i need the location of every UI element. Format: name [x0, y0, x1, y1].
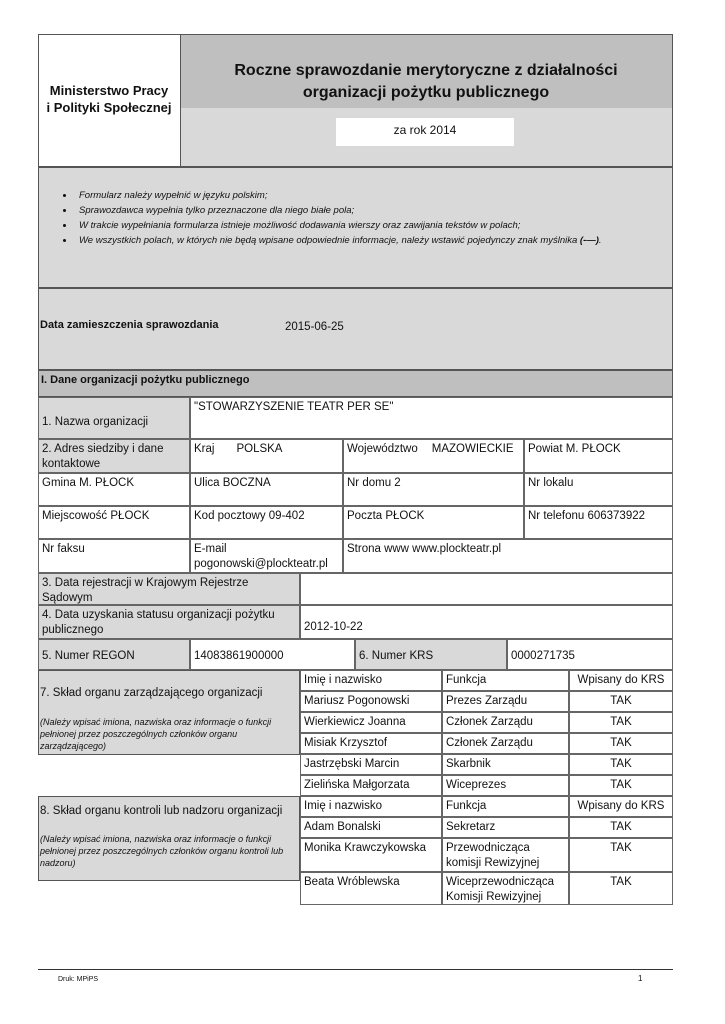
- org-name-label: 1. Nazwa organizacji: [38, 397, 190, 439]
- org-name-field[interactable]: "STOWARZYSZENIE TEATR PER SE": [190, 397, 673, 439]
- ministry-name: Ministerstwo Pracy i Polityki Społecznej: [46, 83, 172, 115]
- board-note: (Należy wpisać imiona, nazwiska oraz informacje o funkcji pełnionej przez poszczególnych członków organu zarządzającego): [40, 717, 272, 751]
- apartment-number-field[interactable]: Nr lokalu: [524, 473, 673, 506]
- section-1-title: I. Dane organizacji pożytku publicznego: [38, 370, 673, 397]
- control-header-function: Funkcja: [442, 796, 569, 817]
- control-note: (Należy wpisać imiona, nazwiska oraz informacje o funkcji pełnionej przez poszczególnych członków organu kontroli lub nadzoru): [40, 834, 284, 868]
- krs-number-label: 6. Numer KRS: [355, 639, 507, 670]
- instruction-item: • Formularz należy wypełnić w języku polskim;: [75, 188, 672, 203]
- email-field[interactable]: E-mail pogonowski@plockteatr.pl: [190, 539, 343, 573]
- control-member-name[interactable]: Adam Bonalski: [300, 817, 442, 838]
- board-label: 7. Skład organu zarządzającego organizacji: [40, 687, 263, 699]
- page-number: 1: [638, 974, 643, 983]
- board-header-name: Imię i nazwisko: [300, 670, 442, 691]
- control-member-function[interactable]: Wiceprzewodnicząca Komisji Rewizyjnej: [442, 872, 569, 905]
- county-field[interactable]: Powiat M. PŁOCK: [524, 439, 673, 473]
- control-header-name: Imię i nazwisko: [300, 796, 442, 817]
- board-member-krs[interactable]: TAK: [569, 691, 673, 712]
- date-label: Data zamieszczenia sprawozdania: [40, 319, 219, 331]
- year-field[interactable]: za rok 2014: [336, 118, 514, 146]
- board-member-krs[interactable]: TAK: [569, 775, 673, 796]
- control-member-name[interactable]: Beata Wróblewska: [300, 872, 442, 905]
- house-number-field[interactable]: Nr domu 2: [343, 473, 524, 506]
- board-member-function[interactable]: Członek Zarządu: [442, 712, 569, 733]
- date-value[interactable]: 2015-06-25: [285, 321, 344, 333]
- krs-number-field[interactable]: 0000271735: [507, 639, 673, 670]
- board-member-function[interactable]: Skarbnik: [442, 754, 569, 775]
- form-title: Roczne sprawozdanie merytoryczne z działalności organizacji pożytku publicznego: [234, 62, 618, 101]
- footer-line: [38, 969, 673, 970]
- control-member-krs[interactable]: TAK: [569, 872, 673, 905]
- control-member-name[interactable]: Monika Krawczykowska: [300, 838, 442, 872]
- country-field[interactable]: Kraj POLSKA: [190, 439, 343, 473]
- control-member-krs[interactable]: TAK: [569, 817, 673, 838]
- board-member-name[interactable]: Misiak Krzysztof: [300, 733, 442, 754]
- regon-field[interactable]: 14083861900000: [190, 639, 355, 670]
- regon-label: 5. Numer REGON: [38, 639, 190, 670]
- address-label: 2. Adres siedziby i dane kontaktowe: [38, 439, 190, 473]
- opp-status-date-field[interactable]: 2012-10-22: [300, 605, 673, 639]
- footer-print: Druk: MPiPS: [58, 976, 99, 983]
- control-member-function[interactable]: Sekretarz: [442, 817, 569, 838]
- street-field[interactable]: Ulica BOCZNA: [190, 473, 343, 506]
- board-header-krs: Wpisany do KRS: [569, 670, 673, 691]
- website-field[interactable]: Strona www www.plockteatr.pl: [343, 539, 673, 573]
- postal-code-field[interactable]: Kod pocztowy 09-402: [190, 506, 343, 539]
- krs-registration-date-field[interactable]: [300, 573, 673, 605]
- post-office-field[interactable]: Poczta PŁOCK: [343, 506, 524, 539]
- board-member-name[interactable]: Jastrzębski Marcin: [300, 754, 442, 775]
- voivodeship-field[interactable]: Województwo MAZOWIECKIE: [343, 439, 524, 473]
- board-member-krs[interactable]: TAK: [569, 733, 673, 754]
- board-member-name[interactable]: Wierkiewicz Joanna: [300, 712, 442, 733]
- city-field[interactable]: Miejscowość PŁOCK: [38, 506, 190, 539]
- control-header-krs: Wpisany do KRS: [569, 796, 673, 817]
- board-member-krs[interactable]: TAK: [569, 712, 673, 733]
- board-header-function: Funkcja: [442, 670, 569, 691]
- instructions-list: [39, 188, 672, 248]
- control-member-function[interactable]: Przewodnicząca komisji Rewizyjnej: [442, 838, 569, 872]
- opp-status-date-label: 4. Data uzyskania statusu organizacji pożytku publicznego: [38, 605, 300, 639]
- board-member-name[interactable]: Zielińska Małgorzata: [300, 775, 442, 796]
- instruction-item: • We wszystkich polach, w których nie będą wpisane odpowiednie informacje, należy wstawić pojedynczy znak myślnika (-—).: [75, 233, 672, 248]
- instruction-item: • Sprawozdawca wypełnia tylko przeznaczone dla niego białe pola;: [75, 203, 672, 218]
- municipality-field[interactable]: Gmina M. PŁOCK: [38, 473, 190, 506]
- board-member-function[interactable]: Prezes Zarządu: [442, 691, 569, 712]
- board-member-function[interactable]: Wiceprezes: [442, 775, 569, 796]
- instructions-block: [38, 167, 673, 288]
- control-member-krs[interactable]: TAK: [569, 838, 673, 872]
- board-member-name[interactable]: Mariusz Pogonowski: [300, 691, 442, 712]
- board-member-function[interactable]: Członek Zarządu: [442, 733, 569, 754]
- board-member-krs[interactable]: TAK: [569, 754, 673, 775]
- instruction-item: • W trakcie wypełniania formularza istnieje możliwość dodawania wierszy oraz zawijania tekstów w polach;: [75, 218, 672, 233]
- fax-field[interactable]: Nr faksu: [38, 539, 190, 573]
- phone-field[interactable]: Nr telefonu 606373922: [524, 506, 673, 539]
- krs-registration-date-label: 3. Data rejestracji w Krajowym Rejestrze Sądowym: [38, 573, 300, 605]
- control-label: 8. Skład organu kontroli lub nadzoru organizacji: [40, 805, 283, 817]
